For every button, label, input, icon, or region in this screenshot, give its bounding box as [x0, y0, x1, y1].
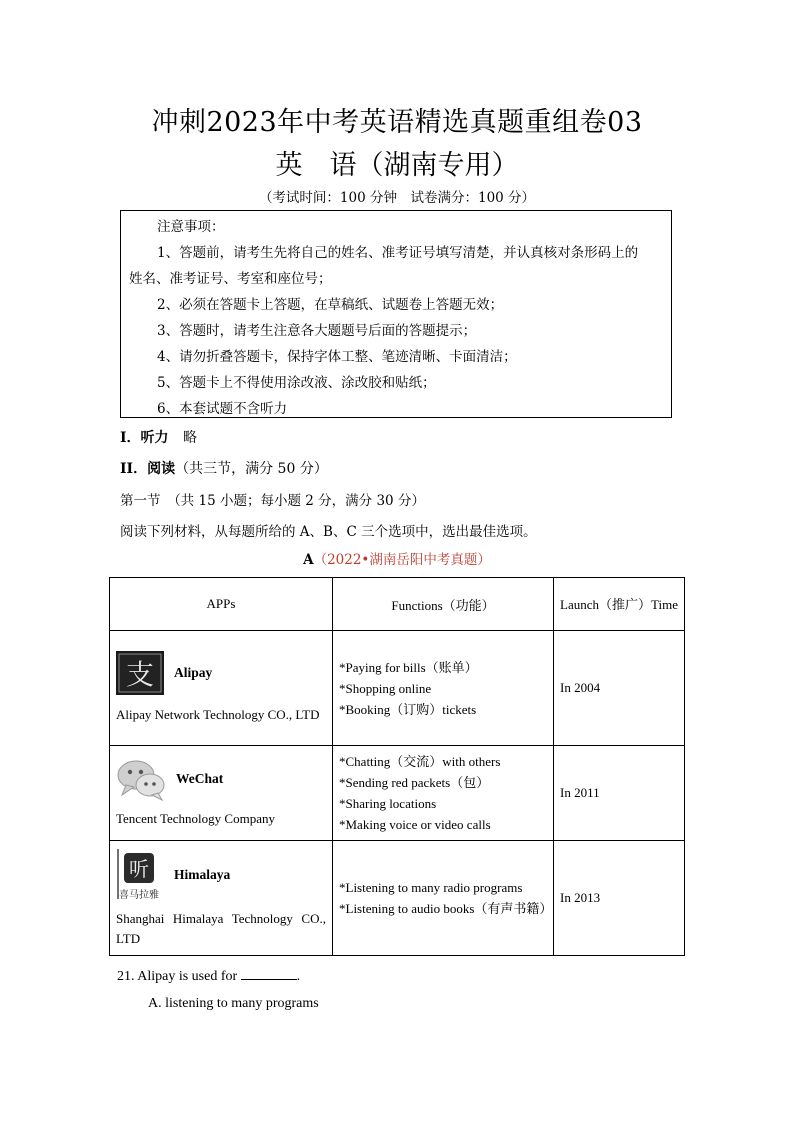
himalaya-logo-char: 听	[129, 857, 149, 881]
passage-letter: A	[303, 552, 314, 568]
himalaya-logo-caption: 喜马拉雅	[119, 890, 159, 901]
app-cell	[110, 631, 333, 746]
himalaya-logo-icon	[116, 847, 160, 903]
app-logo-row	[116, 651, 326, 695]
app-company: Alipay Network Technology CO., LTD	[116, 707, 320, 722]
table-row	[110, 841, 685, 956]
app-cell	[110, 841, 333, 956]
question-number: 21.	[117, 969, 135, 984]
part1-heading: 第一节 （共 15 小题；每小题 2 分，满分 30 分）	[120, 493, 425, 509]
app-name: Himalaya	[174, 867, 231, 882]
launch-cell: In 2011	[554, 746, 685, 841]
functions-cell	[333, 841, 554, 956]
launch-cell: In 2013	[554, 841, 685, 956]
table-row	[110, 631, 685, 746]
notice-box	[120, 210, 672, 418]
notice-item: 6、本套试题不含听力	[157, 401, 288, 417]
function-item: *Listening to audio books（有声书籍）	[339, 901, 553, 916]
reading-label: II．阅读	[120, 461, 176, 477]
app-cell	[110, 746, 333, 841]
app-name: Alipay	[174, 665, 213, 680]
notice-item: 姓名、准考证号、考室和座位号；	[129, 271, 332, 287]
function-item: *Chatting（交流）with others	[339, 754, 501, 769]
header-launch: Launch（推广）Time	[554, 578, 685, 631]
exam-subject: 英 语（湖南专用）	[275, 150, 519, 181]
listening-section	[120, 427, 197, 447]
question-end: .	[296, 969, 301, 984]
notice-item: 1、答题前，请考生先将自己的姓名、准考证号填写清楚，并认真核对条形码上的	[157, 245, 639, 261]
listening-label: I．听力	[120, 430, 169, 446]
table-header-row	[110, 578, 685, 631]
alipay-logo-icon	[116, 651, 164, 695]
reading-note: （共三节，满分 50 分）	[175, 461, 328, 477]
notice-item: 5、答题卡上不得使用涂改液、涂改胶和贴纸；	[157, 375, 436, 391]
reading-section	[120, 458, 328, 478]
question-stem: Alipay is used for	[137, 969, 238, 984]
function-item: *Listening to many radio programs	[339, 880, 523, 895]
header-apps: APPs	[110, 578, 333, 631]
function-item: *Paying for bills（账单）	[339, 659, 478, 675]
functions-cell	[333, 746, 554, 841]
alipay-logo-char: 支	[125, 658, 155, 691]
app-name: WeChat	[176, 771, 224, 786]
notice-item: 4、请勿折叠答题卡，保持字体工整、笔迹清晰、卡面清洁；	[157, 349, 517, 365]
wechat-logo-icon	[116, 757, 168, 801]
exam-title: 冲刺2023年中考英语精选真题重组卷03	[151, 107, 643, 138]
answer-blank[interactable]	[241, 967, 297, 980]
header-functions: Functions（功能）	[333, 578, 554, 631]
notice-item: 3、答题时，请考生注意各大题题号后面的答题提示；	[157, 323, 477, 339]
notice-heading: 注意事项：	[157, 219, 225, 235]
notice-item: 2、必须在答题卡上答题，在草稿纸、试题卷上答题无效；	[157, 297, 504, 313]
functions-cell	[333, 631, 554, 746]
app-company: Shanghai Himalaya Technology CO., LTD	[116, 911, 326, 946]
option-a[interactable]: A. listening to many programs	[148, 996, 319, 1011]
exam-time-info: （考试时间：100 分钟 试卷满分：100 分）	[258, 190, 536, 206]
function-item: *Sharing locations	[339, 796, 437, 811]
table-row	[110, 746, 685, 841]
passage-heading	[0, 548, 794, 568]
listening-note: 略	[183, 430, 198, 446]
function-item: *Shopping online	[339, 680, 432, 696]
function-item: *Sending red packets（包）	[339, 775, 490, 790]
function-item: *Booking（订购）tickets	[339, 701, 477, 717]
reading-instruction: 阅读下列材料，从每题所给的 A、B、C 三个选项中，选出最佳选项。	[120, 524, 537, 540]
app-company: Tencent Technology Company	[116, 811, 275, 826]
passage-source: （2022•湖南岳阳中考真题）	[313, 552, 491, 568]
apps-table	[109, 577, 685, 956]
function-item: *Making voice or video calls	[339, 817, 491, 832]
app-logo-row	[116, 757, 326, 801]
launch-cell: In 2004	[554, 631, 685, 746]
question-21	[117, 967, 300, 985]
app-logo-row	[116, 847, 326, 903]
